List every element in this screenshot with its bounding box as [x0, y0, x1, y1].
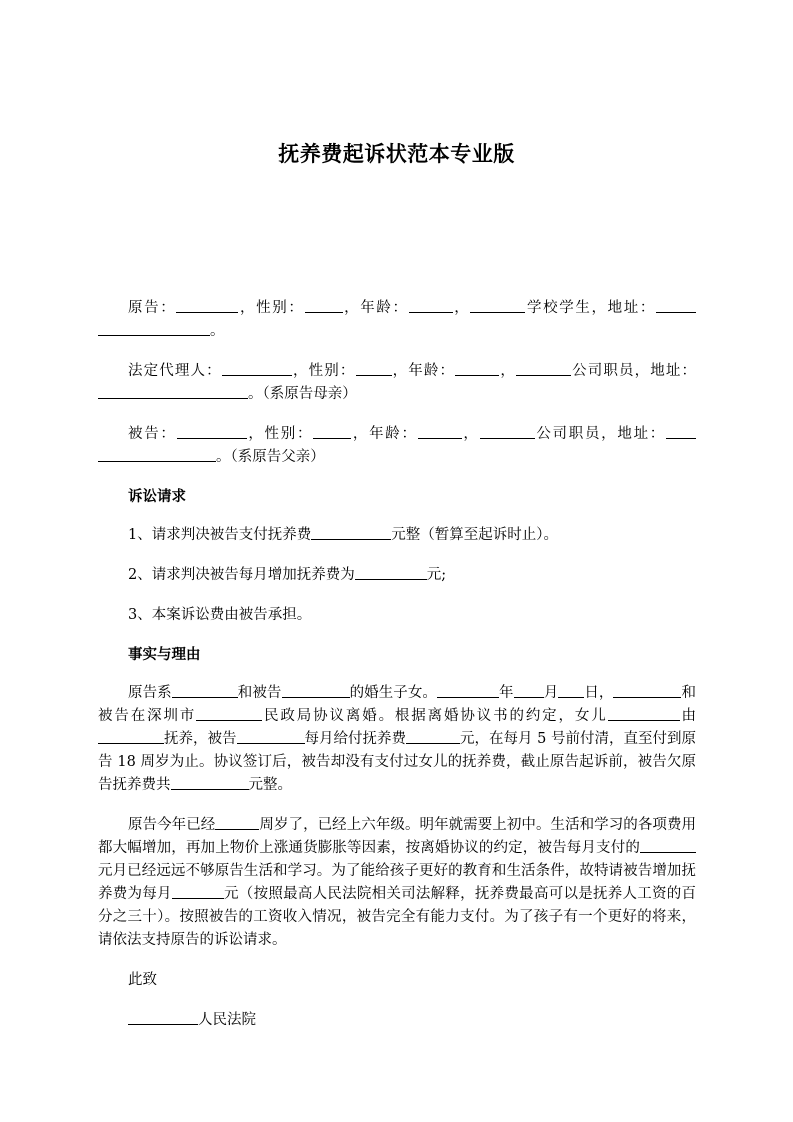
gender-label: ，性别：	[238, 300, 305, 316]
claim-2-amount-blank	[355, 565, 427, 580]
year-label: 年	[498, 685, 514, 701]
defendant-address-blank-2	[98, 447, 216, 462]
current-support-blank	[640, 838, 696, 853]
school-label: 学校学生，地址：	[525, 300, 656, 316]
age-label: ，年龄：	[391, 363, 456, 379]
document-title: 抚养费起诉状范本专业版	[278, 142, 515, 166]
court-label: 人民法院	[198, 1012, 256, 1028]
plaintiff-school-blank	[470, 298, 525, 313]
custodian-blank	[98, 729, 164, 744]
agent-address-blank	[98, 384, 248, 399]
text-segment: 周岁了，已经上六年级。明年就需要上初中。生活和学习的各项费用都大幅增加，再加上物价上涨通货膨胀等因素，按离婚协议的约定，被告每月支付的	[98, 817, 697, 856]
gender-label: ，性别：	[291, 363, 356, 379]
text-segment: 和被告	[237, 685, 282, 701]
company-label: 公司职员，地址：	[534, 426, 667, 442]
year-blank	[437, 683, 499, 698]
text-segment: 原告今年已经	[128, 817, 216, 833]
claims-heading: 诉讼请求	[128, 489, 186, 505]
court-name-blank	[128, 1010, 198, 1025]
district-blank	[196, 706, 262, 721]
plaintiff-gender-blank	[305, 298, 343, 313]
separator: ，	[499, 363, 516, 379]
defendant-relation-note: 。（系原告父亲）	[216, 449, 325, 465]
text-segment: 元（按照最高人民法院相关司法解释，抚养费最高可以是抚养人工资的百分之三十）。按照被告的工资收入情况，被告完全有能力支付。为了孩子有一个更好的将来，请依法支持原告的诉讼请求。	[98, 886, 697, 948]
defendant-blank	[282, 683, 350, 698]
text-segment: 元整。	[248, 777, 292, 793]
defendant-label: 被告：	[128, 426, 177, 442]
monthly-support-blank	[406, 729, 460, 744]
agent-label: 法定代理人：	[128, 363, 222, 379]
period: 。	[210, 323, 225, 339]
text-segment: 和被告在深圳市	[98, 685, 697, 724]
text-segment: 元，在每月 5 号前付清，直至付到原告 18 周岁为止。协议签订后，被告却没有支付过女儿的抚养费，截止原告起诉前，被告欠原告抚养费共	[98, 731, 696, 793]
document-body	[98, 297, 696, 1049]
month-blank	[514, 683, 544, 698]
agent-age-blank	[455, 361, 499, 376]
plaintiff-address-blank-1	[656, 298, 696, 313]
defendant-address-blank-1	[666, 424, 696, 439]
plaintiff-name-blank	[176, 298, 238, 313]
text-segment: 民政局协议离婚。根据离婚协议书的约定，女儿	[262, 708, 608, 724]
plaintiff-info	[98, 297, 696, 343]
claim-1-text: 1、请求判决被告支付抚养费	[128, 527, 312, 543]
requested-support-blank	[172, 884, 224, 899]
age-label: ，年龄：	[351, 426, 418, 442]
text-segment: 的婚生子女。	[349, 685, 437, 701]
daughter-blank-2	[652, 706, 680, 721]
company-label: 公司职员，地址：	[570, 363, 697, 379]
agent-relation-note: 。（系原告母亲）	[248, 386, 357, 402]
day-label: 日，	[584, 685, 614, 701]
agent-gender-blank	[356, 361, 392, 376]
age-blank	[215, 815, 259, 830]
plaintiff-label: 原告：	[128, 300, 177, 316]
claim-item-2	[98, 564, 696, 587]
defendant-name-blank	[237, 729, 305, 744]
claim-item-3: 3、本案诉讼费由被告承担。	[128, 607, 312, 623]
text-segment: 原告系	[128, 685, 172, 701]
agent-name-blank	[222, 361, 292, 376]
facts-paragraph-1	[98, 682, 696, 797]
agent-info	[98, 360, 696, 406]
facts-heading: 事实与理由	[128, 647, 201, 663]
month-label: 月	[543, 685, 559, 701]
court-line	[98, 1009, 696, 1032]
party-blank-1	[613, 683, 653, 698]
day-blank	[558, 683, 584, 698]
claim-item-1	[98, 524, 696, 547]
defendant-company-blank	[480, 424, 535, 439]
daughter-blank-1	[608, 706, 652, 721]
defendant-name-blank	[177, 424, 247, 439]
text-segment: 元月已经远远不够原告生活和学习。为了能给孩子更好的教育和生活条件，故特请被告增加抚养费为每月	[98, 863, 696, 902]
plaintiff-address-blank-2	[98, 321, 210, 336]
claim-1-suffix: 元整（暂算至起诉时止）。	[391, 527, 558, 543]
plaintiff-blank	[172, 683, 238, 698]
arrears-blank	[171, 775, 249, 790]
separator: ，	[461, 426, 480, 442]
facts-paragraph-2	[98, 814, 696, 952]
defendant-gender-blank	[313, 424, 351, 439]
text-segment: 抚养，被告	[164, 731, 237, 747]
claim-2-text: 2、请求判决被告每月增加抚养费为	[128, 567, 355, 583]
party-blank-2	[653, 683, 681, 698]
gender-label: ，性别：	[246, 426, 314, 442]
agent-company-blank	[516, 361, 571, 376]
claim-1-amount-blank	[311, 525, 391, 540]
plaintiff-age-blank	[409, 298, 453, 313]
defendant-age-blank	[418, 424, 462, 439]
defendant-info	[98, 423, 696, 469]
text-segment: 每月给付抚养费	[304, 731, 407, 747]
separator: ，	[452, 300, 471, 316]
claim-2-suffix: 元;	[426, 567, 447, 583]
salutation: 此致	[128, 972, 157, 988]
age-label: ，年龄：	[342, 300, 409, 316]
text-segment: 由	[679, 708, 697, 724]
